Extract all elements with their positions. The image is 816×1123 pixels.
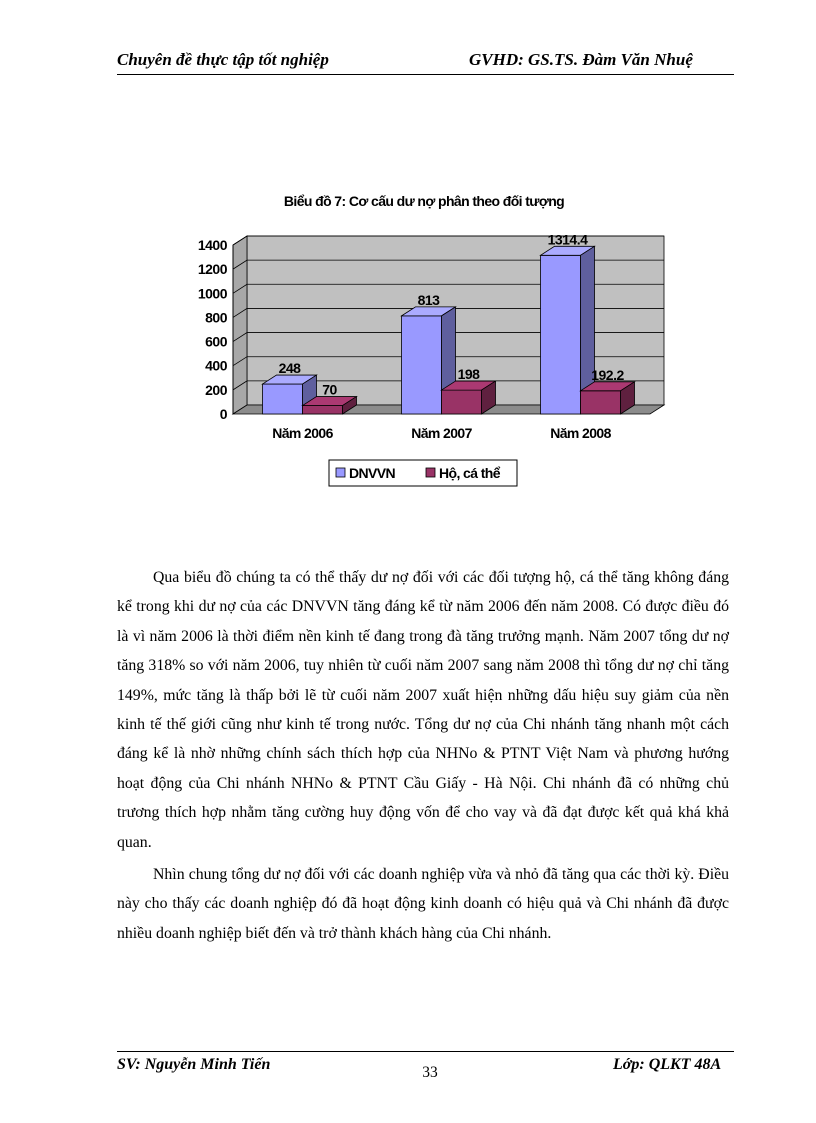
data-label: 248	[278, 360, 301, 377]
y-tick-label: 200	[205, 381, 227, 398]
footer-class: Lớp: QLKT 48A	[613, 1056, 722, 1073]
plot-area	[198, 231, 664, 441]
footer-student: SV: Nguyễn Minh Tiến	[117, 1056, 271, 1073]
data-label: 70	[322, 381, 337, 398]
bar-front	[402, 316, 442, 414]
page-number: 33	[422, 1064, 438, 1081]
y-tick-label: 800	[205, 309, 227, 326]
paragraph-2: Nhìn chung tổng dư nợ đối với các doanh nghiệp vừa và nhỏ đã tăng qua các thời kỳ. Điều này cho thấy các doanh nghiệp đó đã hoạt động kinh doanh có hiệu quả và Chi nhánh đã được nhiều doanh nghiệp biết đến và trở thành khách hàng của Chi nhánh.	[117, 866, 729, 942]
bar-front	[303, 406, 343, 414]
data-label: 198	[457, 366, 480, 383]
bar-front	[442, 390, 482, 414]
data-label: 813	[417, 291, 440, 308]
y-tick-label: 600	[205, 333, 227, 350]
y-tick-label: 1000	[197, 285, 227, 302]
footer-rule	[117, 1051, 734, 1052]
body-text	[117, 563, 729, 948]
header-doc-title: Chuyên đề thực tập tốt nghiệp	[117, 50, 329, 69]
bar-front	[263, 384, 303, 414]
chart-title: Biểu đồ 7: Cơ cấu dư nợ phân theo đối tượng	[283, 193, 565, 209]
header-advisor: GVHD: GS.TS. Đàm Văn Nhuệ	[469, 50, 693, 69]
plot-side-wall	[233, 236, 247, 414]
y-tick-label: 1200	[197, 261, 227, 278]
legend-swatch	[426, 468, 435, 477]
x-tick-label: Năm 2006	[272, 425, 333, 441]
x-tick-label: Năm 2008	[550, 425, 611, 441]
y-tick-label: 1400	[197, 237, 227, 253]
chart-legend	[329, 460, 517, 486]
legend-label: DNVVN	[349, 465, 396, 481]
legend-swatch	[336, 468, 345, 477]
bar-chart	[0, 0, 816, 520]
y-tick-label: 0	[219, 406, 227, 422]
data-label: 1314.4	[547, 231, 588, 248]
y-tick-label: 400	[205, 357, 227, 374]
bar-front	[581, 391, 621, 414]
paragraph-1: Qua biểu đồ chúng ta có thể thấy dư nợ đối với các đối tượng hộ, cá thể tăng không đáng kể trong khi dư nợ của các DNVVN tăng đáng kể từ năm 2006 đến năm 2008. Có được điều đó là vì năm 2006 là thời điểm nền kinh tế đang trong đà tăng trưởng mạnh. Năm 2007 tổng dư nợ tăng 318% so với năm 2006, tuy nhiên từ cuối năm 2007 sang năm 2008 thì tổng dư nợ chỉ tăng 149%, mức tăng là thấp bởi lẽ từ cuối năm 2007 xuất hiện những dấu hiệu suy giảm của nền kinh tế thế giới cũng như kinh tế trong nước. Tổng dư nợ của Chi nhánh tăng nhanh một cách đáng kể là nhờ những chính sách thích hợp của NHNo & PTNT Việt Nam và phương hướng hoạt động của Chi nhánh NHNo & PTNT Cầu Giấy - Hà Nội. Chi nhánh đã có những chủ trương thích hợp nhằm tăng cường huy động vốn để cho vay và đã đạt được kết quả khá khả quan.	[117, 569, 729, 851]
legend-label: Hộ, cá thể	[439, 465, 500, 481]
x-tick-label: Năm 2007	[411, 425, 472, 441]
data-label: 192.2	[591, 366, 624, 383]
bar-front	[541, 255, 581, 414]
